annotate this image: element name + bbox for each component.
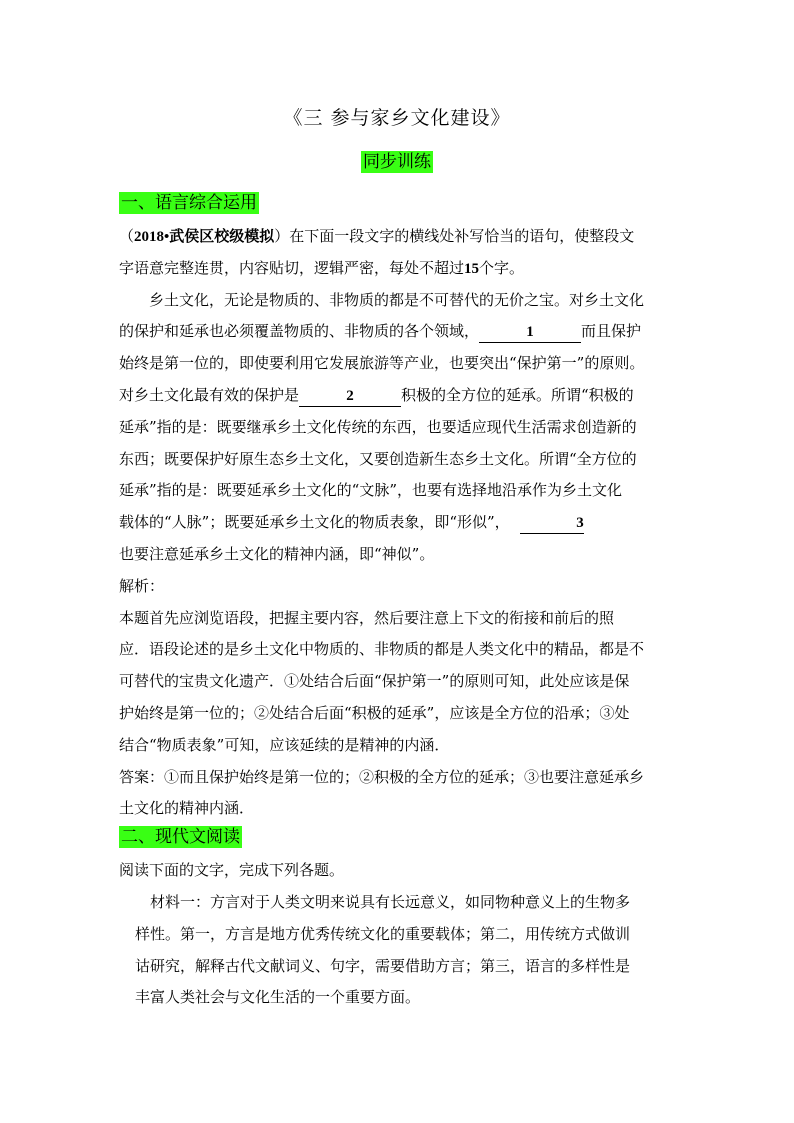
reading-intro: 阅读下面的文字，完成下列各题。 — [119, 861, 345, 879]
analysis-line-3: 可替代的宝贵文化遗产．①处结合后面“保护第一”的原则可知，此处应该是保 — [119, 672, 630, 691]
material-line-1: 材料一：方言对于人类文明来说具有长远意义，如同物种意义上的生物多 — [150, 893, 631, 911]
material-one — [135, 887, 675, 1014]
instruction-text-b: 字语意完整连贯，内容贴切，逻辑严密，每处不超过 — [119, 258, 465, 277]
passage-line-4 — [119, 380, 675, 412]
passage-line-3: 始终是第一位的，即使要利用它发展旅游等产业，也要突出“保护第一”的原则。 — [119, 354, 645, 373]
section1-heading: 一、语言综合运用 — [121, 193, 257, 213]
section2-heading: 二、现代文阅读 — [121, 827, 240, 847]
passage-line-9: 也要注意延承乡土文化的精神内涵，即“神似”。 — [119, 544, 435, 563]
analysis-line-1: 本题首先应浏览语段，把握主要内容，然后要注意上下文的衔接和前后的照 — [119, 608, 615, 627]
instruction-line-1: （2018•武侯区校级模拟）在下面一段文字的横线处补写恰当的语句，使整段文 — [119, 227, 635, 245]
passage-line-2-a: 的保护和延承也必须覆盖物质的、非物质的各个领域， — [119, 322, 480, 341]
answer-line-2: 土文化的精神内涵． — [119, 799, 255, 818]
section1-body — [119, 221, 675, 825]
passage-line-5: 延承”指的是：既要继承乡土文化传统的东西，也要适应现代生活需求创造新的 — [119, 417, 637, 436]
passage-line-4-a: 对乡土文化最有效的保护是 — [119, 385, 300, 404]
passage-line-8-a: 载体的“人脉”；既要延承乡土文化的物质表象，即“形似”， — [119, 513, 510, 532]
passage-line-6: 东西；既要保护好原生态乡土文化，又要创造新生态乡土文化。所谓“全方位的 — [119, 449, 637, 468]
blank-1: 1 — [479, 322, 581, 343]
passage-line-7: 延承”指的是：既要延承乡土文化的“文脉”，也要有选择地沿承作为乡土文化 — [119, 481, 623, 500]
page-title: 《三 参与家乡文化建设》 — [283, 107, 511, 129]
instruction-text-a: ）在下面一段文字的横线处补写恰当的语句，使整段文 — [274, 227, 635, 245]
instruction-text-end: 个字。 — [479, 258, 525, 277]
passage-line-1: 乡土文化，无论是物质的、非物质的都是不可替代的无价之宝。对乡土文化 — [149, 290, 645, 309]
material-line-3: 诂研究，解释古代文献词义、句字，需要借助方言；第三，语言的多样性是 — [135, 956, 631, 975]
char-limit: 15 — [464, 260, 480, 277]
section2-body — [119, 855, 675, 887]
analysis-line-2: 应．语段论述的是乡土文化中物质的、非物质的都是人类文化中的精品，都是不 — [119, 640, 645, 659]
blank-3: 3 — [520, 513, 584, 534]
material-line-2: 样性。第一，方言是地方优秀传统文化的重要载体；第二，用传统方式做训 — [135, 924, 631, 943]
answer-line-1: 答案：①而且保护始终是第一位的；②积极的全方位的延承；③也要注意延承乡 — [119, 767, 645, 786]
question-source: 2018•武侯区校级模拟 — [134, 229, 275, 245]
analysis-line-4: 护始终是第一位的；②处结合后面“积极的延承”，应该是全方位的沿承；③处 — [119, 703, 630, 722]
subtitle-wrap — [0, 147, 794, 172]
passage-line-2-b: 而且保护 — [581, 322, 642, 341]
material-line-4: 丰富人类社会与文化生活的一个重要方面。 — [135, 988, 421, 1007]
analysis-label: 解析： — [119, 576, 165, 595]
analysis-line-5: 结合“物质表象”可知，应该延续的是精神的内涵． — [119, 735, 450, 754]
passage-line-8 — [119, 507, 675, 539]
page-subtitle: 同步训练 — [363, 152, 431, 172]
instruction-line-2 — [119, 253, 675, 285]
blank-2: 2 — [299, 386, 401, 407]
section1-heading-wrap — [119, 188, 259, 213]
section2-heading-wrap — [119, 822, 242, 847]
passage-line-4-b: 积极的全方位的延承。所谓“积极的 — [401, 385, 634, 404]
passage-line-2 — [119, 316, 675, 348]
